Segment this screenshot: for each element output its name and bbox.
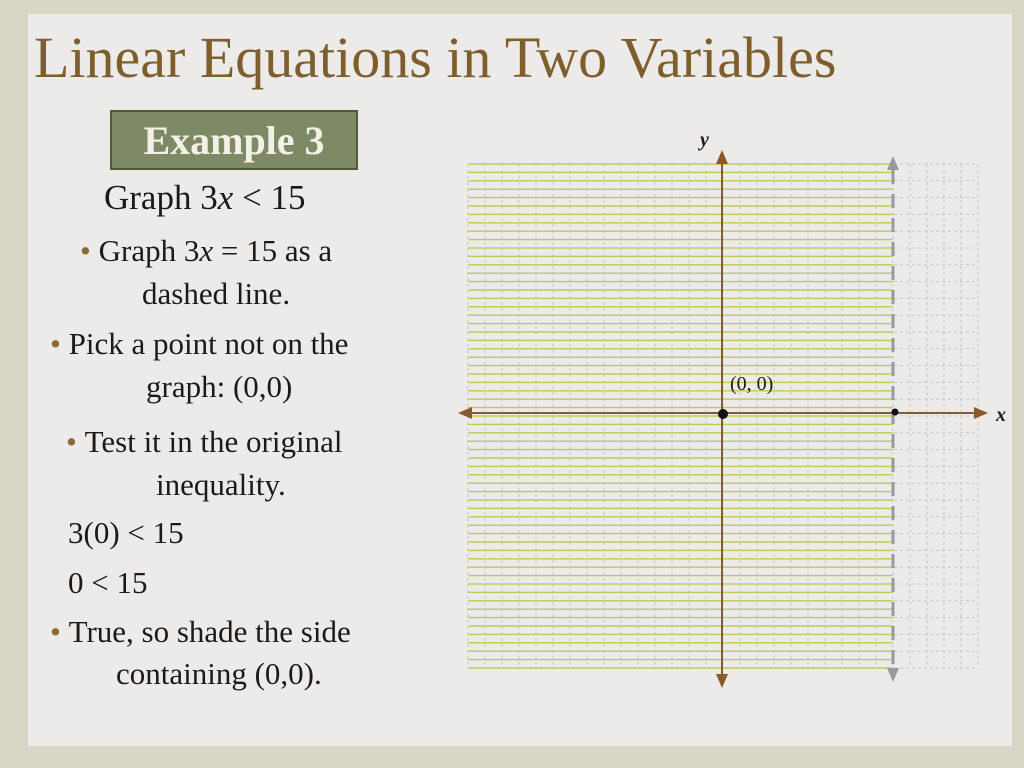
boundary-arrow-up-icon <box>887 156 899 170</box>
boundary-intercept-point <box>892 409 899 416</box>
bullet-2-text: Pick a point not on the <box>68 326 349 361</box>
problem-prefix: Graph 3 <box>104 178 218 217</box>
bullet-3-line-2: inequality. <box>156 467 286 502</box>
bullet-4-line-2: containing (0,0). <box>116 656 322 691</box>
bullet-1-pre: Graph 3 <box>98 233 200 268</box>
problem-variable: x <box>217 178 234 217</box>
x-axis-label: x <box>996 404 1006 426</box>
bullet-1-post: = 15 as a <box>213 233 333 268</box>
bullet-1-line-2: dashed line. <box>142 276 291 311</box>
boundary-arrow-down-icon <box>887 668 899 682</box>
work-step-1: 3(0) < 15 <box>68 515 184 550</box>
work-step-2: 0 < 15 <box>68 565 148 600</box>
slide-title: Linear Equations in Two Variables <box>34 25 837 90</box>
bullet-marker: • <box>50 614 61 649</box>
bullet-4-text: True, so shade the side <box>68 614 351 649</box>
origin-label: (0, 0) <box>730 373 774 395</box>
bullet-marker: • <box>66 424 77 459</box>
bullet-marker: • <box>50 326 61 361</box>
y-axis-arrow-down-icon <box>716 674 728 688</box>
bullet-1-variable: x <box>199 233 214 268</box>
bullet-3-text: Test it in the original <box>84 424 343 459</box>
y-axis-label: y <box>700 129 709 151</box>
origin-point <box>718 409 728 419</box>
bullet-marker: • <box>80 233 91 268</box>
bullet-2-line-2: graph: (0,0) <box>146 369 293 404</box>
shaded-region <box>468 164 893 668</box>
y-axis-arrow-up-icon <box>716 150 728 164</box>
example-label: Example 3 <box>143 117 325 163</box>
x-axis-arrow-left-icon <box>458 407 472 419</box>
x-axis-arrow-right-icon <box>974 407 988 419</box>
problem-suffix: < 15 <box>233 178 306 217</box>
